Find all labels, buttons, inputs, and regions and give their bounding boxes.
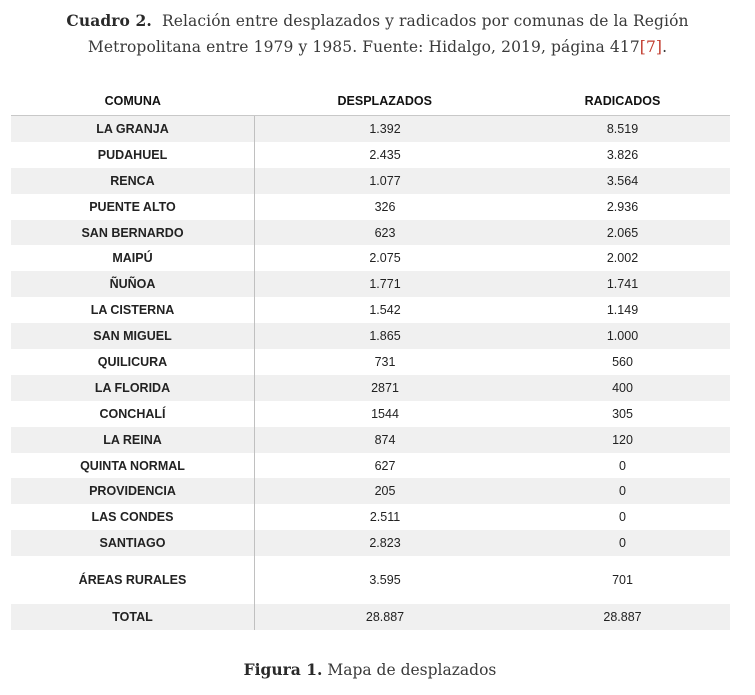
figure-lead: Figura 1. [243, 660, 323, 679]
comuna-cell: ÁREAS RURALES [11, 556, 255, 604]
table-body [11, 116, 730, 631]
comuna-cell: PUDAHUEL [11, 142, 255, 168]
figure-text: Mapa de desplazados [327, 661, 497, 679]
table-row [11, 220, 730, 246]
total-row [11, 604, 730, 630]
desplazados-cell: 1.542 [369, 303, 401, 318]
radicados-cell: 8.519 [515, 116, 730, 142]
table-row [11, 245, 730, 271]
comuna-cell: QUILICURA [11, 349, 255, 375]
comuna-cell: RENCA [11, 168, 255, 194]
desplazados-cell: 874 [255, 427, 516, 453]
desplazados-cell: 1544 [371, 406, 399, 421]
desplazados-cell: 205 [255, 478, 516, 504]
total-desplazados-cell: 28.887 [255, 604, 516, 630]
figure-caption [0, 660, 740, 679]
table-row [11, 349, 730, 375]
radicados-cell: 2.936 [606, 199, 639, 214]
header-desplazados: DESPLAZADOS [255, 86, 516, 116]
table-row [11, 453, 730, 479]
desplazados-cell: 627 [374, 458, 396, 473]
comuna-cell: SAN MIGUEL [11, 323, 255, 349]
radicados-cell: 0 [619, 458, 626, 473]
desplazados-cell: 2.435 [369, 147, 401, 162]
comuna-cell: PROVIDENCIA [11, 478, 255, 504]
radicados-cell: 560 [612, 354, 633, 369]
table-row [11, 116, 730, 142]
table-row [11, 194, 730, 220]
header-radicados: RADICADOS [515, 86, 730, 116]
caption-lead: Cuadro 2. [66, 11, 152, 30]
radicados-cell: 305 [612, 406, 633, 421]
comuna-cell: LA GRANJA [11, 116, 255, 142]
desplazados-cell: 2.823 [255, 530, 516, 556]
radicados-cell: 701 [612, 573, 633, 588]
table-row [11, 478, 730, 504]
desplazados-cell: 623 [255, 220, 516, 246]
table-row [11, 271, 730, 297]
radicados-cell: 400 [515, 375, 730, 401]
table-row [11, 401, 730, 427]
comuna-cell: LA CISTERNA [11, 297, 255, 323]
radicados-cell: 0 [515, 530, 730, 556]
comuna-cell: LA FLORIDA [11, 375, 255, 401]
comuna-cell: LA REINA [11, 427, 255, 453]
radicados-cell: 1.741 [515, 271, 730, 297]
caption-tail: . [662, 38, 668, 56]
table-row [11, 168, 730, 194]
desplazados-cell: 731 [374, 354, 396, 369]
table-row [11, 504, 730, 530]
caption-text: Relación entre desplazados y radicados por comunas de la Región Metropolitana entre 1979 y 1985. Fuente: Hidalgo, 2019, página 417 [87, 12, 689, 56]
radicados-cell: 2.002 [606, 251, 639, 266]
radicados-cell: 3.564 [515, 168, 730, 194]
reference-link[interactable]: [7] [639, 38, 663, 56]
table-row [11, 297, 730, 323]
desplazados-cell: 3.595 [369, 573, 401, 588]
comuna-cell: CONCHALÍ [11, 401, 255, 427]
desplazados-cell: 1.077 [255, 168, 516, 194]
comuna-cell: SAN BERNARDO [11, 220, 255, 246]
table-caption [0, 0, 755, 60]
total-radicados-cell: 28.887 [515, 604, 730, 630]
desplazados-cell: 2871 [255, 375, 516, 401]
radicados-cell: 0 [619, 510, 626, 525]
comuna-cell: SANTIAGO [11, 530, 255, 556]
table-row [11, 556, 730, 604]
table-row [11, 530, 730, 556]
table-row [11, 142, 730, 168]
comuna-cell: QUINTA NORMAL [11, 453, 255, 479]
desplazados-cell: 2.511 [369, 510, 401, 525]
radicados-cell: 1.000 [515, 323, 730, 349]
desplazados-cell: 326 [374, 199, 396, 214]
comuna-cell: MAIPÚ [11, 245, 255, 271]
radicados-cell: 2.065 [515, 220, 730, 246]
table-row [11, 375, 730, 401]
header-row [11, 86, 730, 116]
total-comuna-cell: TOTAL [11, 604, 255, 630]
desplazados-cell: 1.392 [255, 116, 516, 142]
radicados-cell: 0 [515, 478, 730, 504]
radicados-cell: 3.826 [606, 147, 639, 162]
data-table [11, 86, 730, 630]
radicados-cell: 120 [515, 427, 730, 453]
table-row [11, 427, 730, 453]
radicados-cell: 1.149 [606, 303, 639, 318]
comuna-cell: LAS CONDES [11, 504, 255, 530]
comuna-cell: PUENTE ALTO [11, 194, 255, 220]
table-row [11, 323, 730, 349]
desplazados-cell: 1.771 [255, 271, 516, 297]
comuna-cell: ÑUÑOA [11, 271, 255, 297]
header-comuna: COMUNA [11, 86, 255, 116]
desplazados-cell: 2.075 [369, 251, 401, 266]
desplazados-cell: 1.865 [255, 323, 516, 349]
